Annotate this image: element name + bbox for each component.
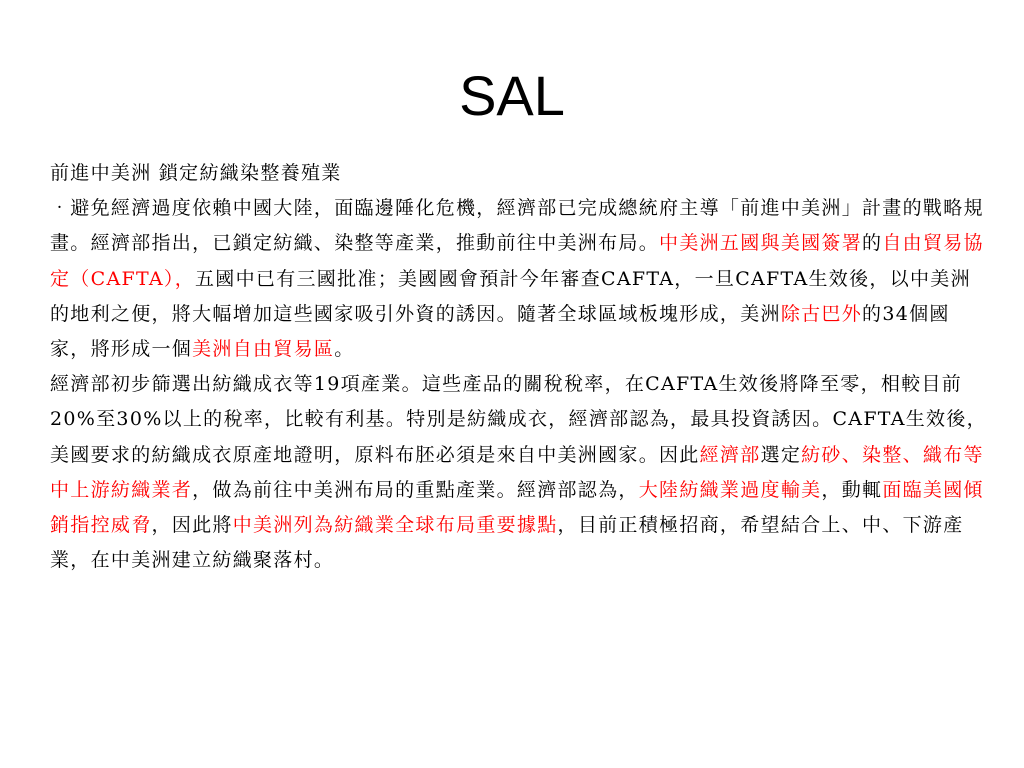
highlight-run: 中美洲列為紡織業全球布局重要據點 xyxy=(232,514,558,537)
highlight-run: 自由貿易協定（CAFTA）， xyxy=(50,232,984,290)
highlight-run: 美洲自由貿易區 xyxy=(192,338,335,361)
paragraph-1 xyxy=(50,191,990,367)
text-run: 五國中已有三國批准；美國國會預計今年審查CAFTA，一旦CAFTA生效後，以中美洲的地利之便，將大幅增加這些國家吸引外資的誘因。隨著全球區域板塊形成，美洲 xyxy=(50,267,971,325)
highlight-run: 除古巴外 xyxy=(780,302,863,325)
highlight-run: 紡砂、染整、織布等中上游紡織業者 xyxy=(50,443,984,501)
text-run: ，目前正積極招商，希望結合上、中、下游產業，在中美洲建立紡織聚落村。 xyxy=(50,514,964,572)
text-run: ，做為前往中美洲布局的重點產業。經濟部認為， xyxy=(192,478,639,501)
slide-heading: 前進中美洲 鎖定紡織染整養殖業 xyxy=(50,162,342,184)
highlight-run: 經濟部 xyxy=(699,443,761,466)
highlight-run: 大陸紡織業過度輸美 xyxy=(638,478,822,501)
text-run: ‧避免經濟過度依賴中國大陸，面臨邊陲化危機，經濟部已完成總統府主導「前進中美洲」計畫的戰略規畫。經濟部指出，已鎖定紡織、染整等產業，推動前往中美洲布局。 xyxy=(50,197,984,255)
text-run: ，因此將 xyxy=(151,514,233,537)
text-run: 。 xyxy=(334,338,355,361)
slide-title: SAL xyxy=(459,64,565,127)
paragraph-2 xyxy=(50,367,990,578)
highlight-run: 中美洲五國與美國簽署 xyxy=(659,232,863,255)
text-run: 經濟部初步篩選出紡織成衣等19項產業。這些產品的關稅稅率，在CAFTA生效後將降至零，相較目前20%至30%以上的稅率，比較有利基。特別是紡織成衣，經濟部認為，最具投資誘因。CAFTA生效後，美國要求的紡織成衣原產地證明，原料布胚必須是來自中美洲國家。因此 xyxy=(50,373,987,466)
text-run: 的34個國家，將形成一個 xyxy=(50,302,950,361)
highlight-run: 面臨美國傾銷指控威脅 xyxy=(50,478,984,537)
text-run: 選定 xyxy=(760,443,802,466)
text-run: 的 xyxy=(862,232,883,255)
text-run: ，動輒 xyxy=(821,478,883,501)
slide-body xyxy=(50,156,990,578)
